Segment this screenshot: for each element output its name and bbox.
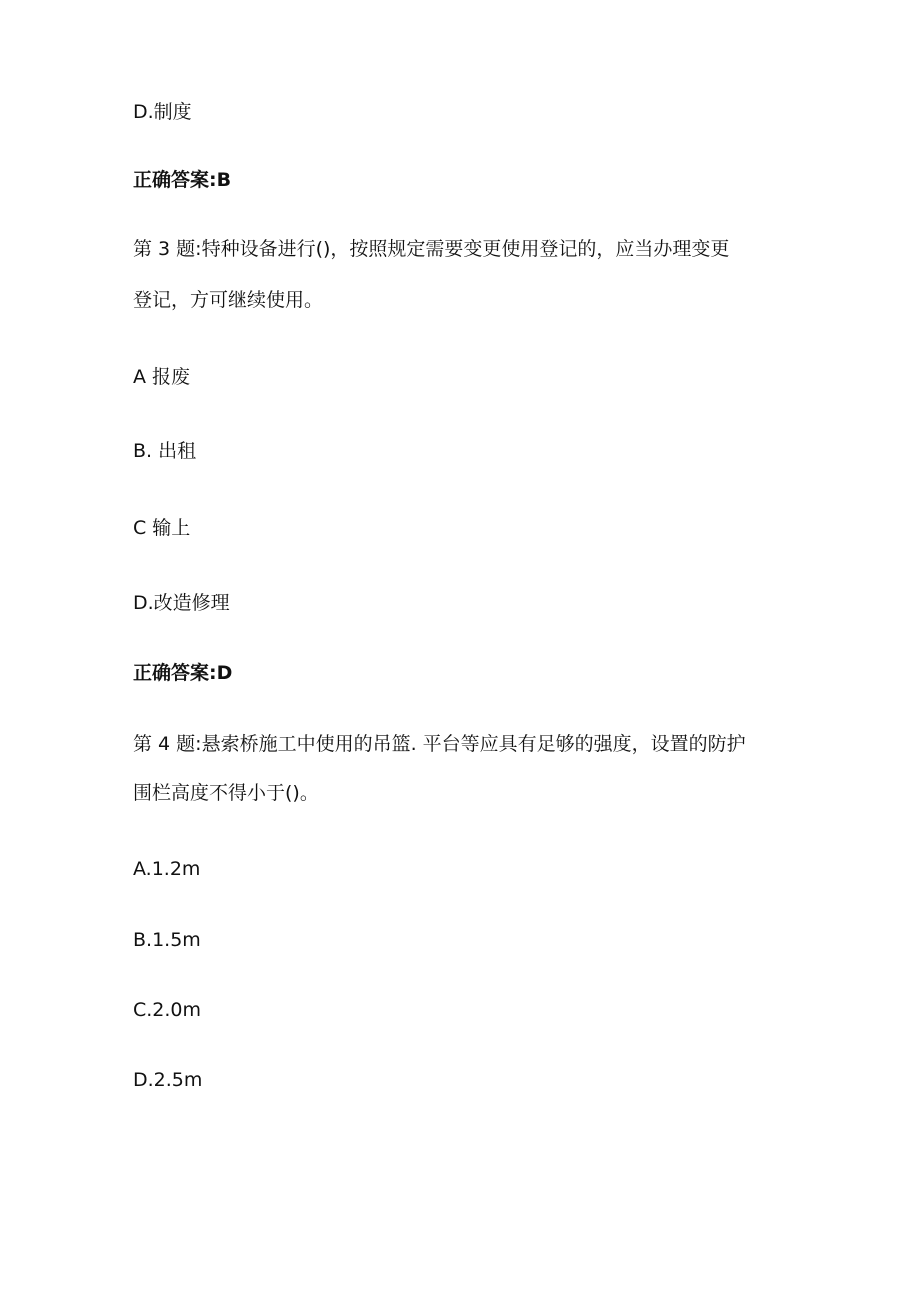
q4-option-a: A.1.2m xyxy=(133,858,201,880)
q3-option-d: D.改造修理 xyxy=(133,592,230,614)
q4-stem-line2: 围栏高度不得小于()。 xyxy=(133,782,319,804)
q3-option-c: C 输上 xyxy=(133,517,191,539)
q4-stem-line1: 第 4 题:悬索桥施工中使用的吊篮. 平台等应具有足够的强度，设置的防护 xyxy=(133,733,746,755)
q3-stem-line1: 第 3 题:特种设备进行()，按照规定需要变更使用登记的，应当办理变更 xyxy=(133,238,730,260)
prev-correct-answer: 正确答案:B xyxy=(133,169,232,191)
q4-option-c: C.2.0m xyxy=(133,999,202,1021)
q4-option-d: D.2.5m xyxy=(133,1069,203,1091)
q4-option-b: B.1.5m xyxy=(133,929,201,951)
q3-stem-line2: 登记，方可继续使用。 xyxy=(133,289,324,311)
q3-correct-answer: 正确答案:D xyxy=(133,662,233,684)
q3-option-a: A 报废 xyxy=(133,366,191,388)
prev-option-d: D.制度 xyxy=(133,101,192,123)
q3-option-b: B. 出租 xyxy=(133,440,197,462)
